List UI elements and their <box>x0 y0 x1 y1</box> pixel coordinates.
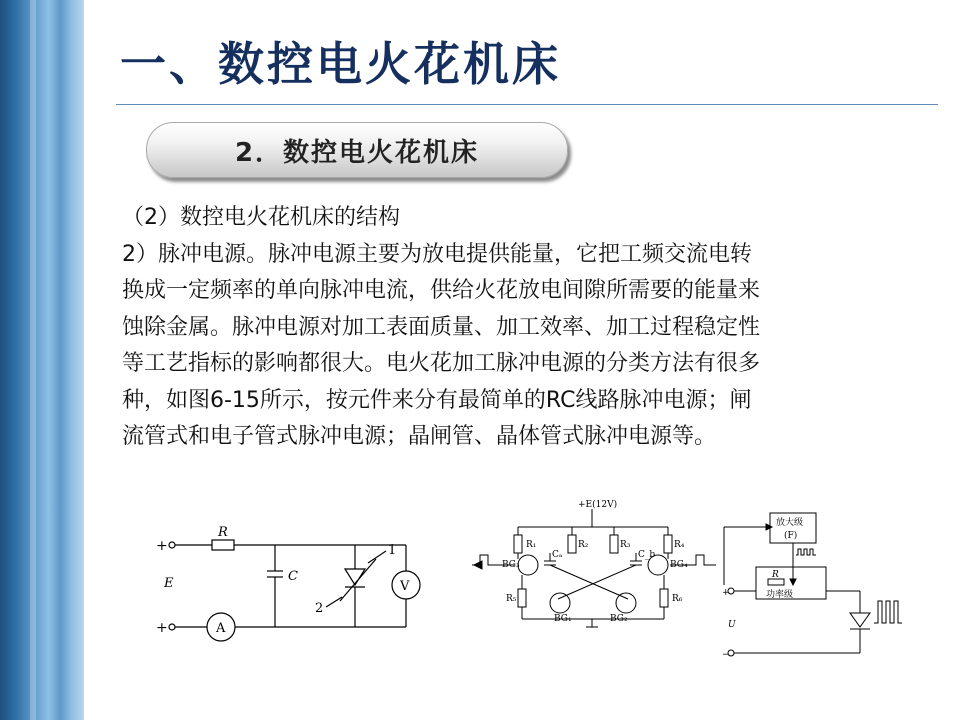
svg-text:R₃: R₃ <box>620 540 631 550</box>
rc-circuit-diagram <box>150 515 440 650</box>
amplifier-power-stage-diagram <box>720 505 920 670</box>
title-divider <box>116 104 938 105</box>
svg-text:R₂: R₂ <box>578 540 589 550</box>
page-title: 一、数控电火花机床 <box>120 37 561 91</box>
svg-text:−: − <box>722 650 730 660</box>
svg-text:2: 2 <box>315 601 324 616</box>
svg-text:+: + <box>156 620 168 636</box>
svg-text:U: U <box>728 620 736 630</box>
paragraph-line-1: 2）脉冲电源。脉冲电源主要为放电提供能量，它把工频交流电转 <box>122 241 752 267</box>
paragraph-line-5: 种，如图6-15所示，按元件来分有最简单的RC线路脉冲电源；闸 <box>122 387 752 413</box>
svg-text:R₅: R₅ <box>506 594 517 604</box>
svg-text:放大级: 放大级 <box>776 518 804 528</box>
left-decorative-bar <box>0 0 84 720</box>
body-text <box>122 200 912 456</box>
paragraph-line-3: 蚀除金属。脉冲电源对加工表面质量、加工效率、加工过程稳定性 <box>122 314 761 340</box>
svg-text:1: 1 <box>388 543 397 558</box>
svg-text:E: E <box>164 576 174 591</box>
paragraph-line-4: 等工艺指标的影响都很大。电火花加工脉冲电源的分类方法有很多 <box>122 351 761 376</box>
svg-text:A: A <box>216 621 226 636</box>
svg-text:C_b: C_b <box>638 550 656 560</box>
paragraph-line-2: 换成一定频率的单向脉冲电流，供给火花放电间隙所需要的能量来 <box>122 278 761 303</box>
svg-text:R₄: R₄ <box>674 540 685 550</box>
svg-text:R: R <box>772 570 779 580</box>
transistor-multivibrator-diagram <box>470 495 720 635</box>
svg-text:BG₄: BG₄ <box>670 560 688 570</box>
svg-text:功率级: 功率级 <box>766 590 794 600</box>
svg-text:R₁: R₁ <box>526 540 537 550</box>
svg-text:BG₂: BG₂ <box>610 614 628 624</box>
section-heading: （2）数控电火花机床的结构 <box>122 205 400 230</box>
svg-text:+: + <box>722 588 730 598</box>
svg-text:+: + <box>156 538 168 554</box>
svg-text:BG₃: BG₃ <box>502 560 520 570</box>
svg-text:Cₐ: Cₐ <box>552 550 563 560</box>
section-pill <box>146 122 568 178</box>
paragraph-line-6: 流管式和电子管式脉冲电源；晶闸管、晶体管式脉冲电源等。 <box>122 424 717 449</box>
svg-text:BG₁: BG₁ <box>554 614 572 624</box>
section-pill-label: 2．数控电火花机床 <box>234 137 480 168</box>
svg-text:R: R <box>218 525 228 540</box>
svg-text:+E(12V): +E(12V) <box>578 500 618 510</box>
svg-text:(F): (F) <box>784 531 798 541</box>
svg-text:R₆: R₆ <box>672 594 683 604</box>
svg-text:C: C <box>288 569 298 584</box>
svg-text:V: V <box>400 579 410 594</box>
